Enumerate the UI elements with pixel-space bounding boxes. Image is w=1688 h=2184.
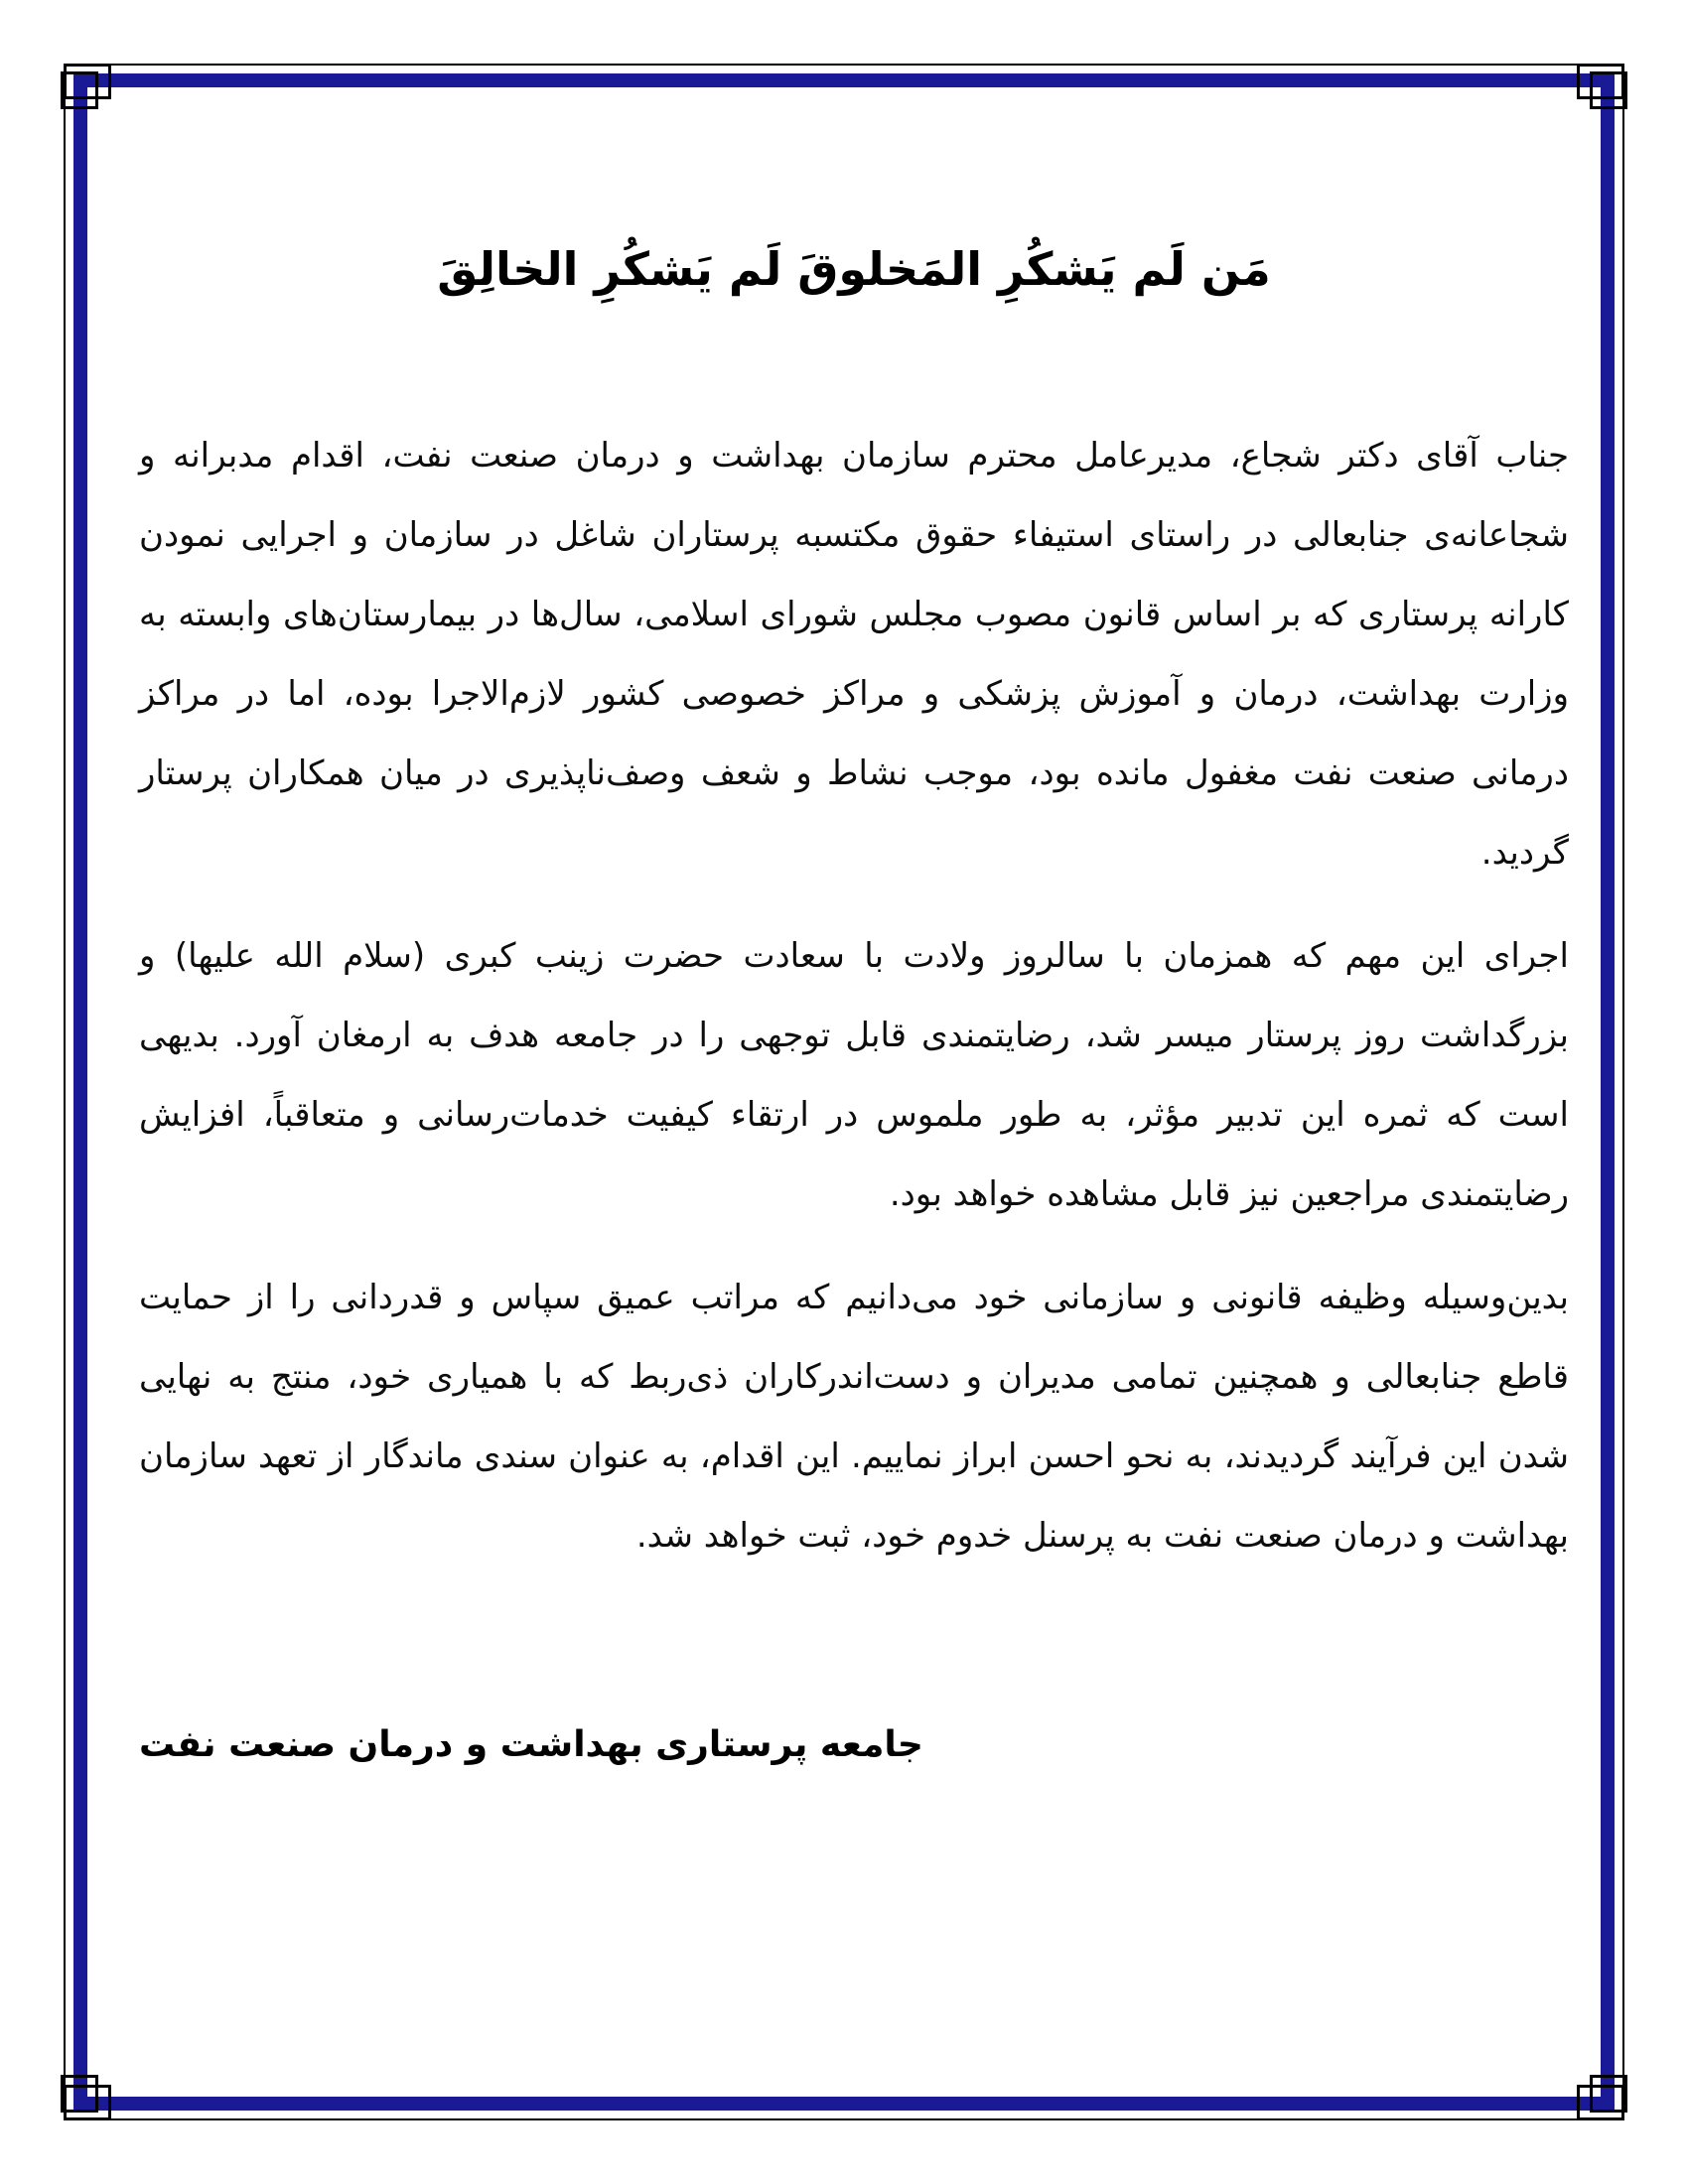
signature: جامعه پرستاری بهداشت و درمان صنعت نفت [139,1723,923,1765]
paragraph-1: جناب آقای دکتر شجاع، مدیرعامل محترم سازمان بهداشت و درمان صنعت نفت، اقدام مدبرانه و شجاعانه‌ی جنابعالی در راستای استیفاء حقوق مکتسبه پرستاران شاغل در سازمان و اجرایی نمودن کارانه پرستاری که بر اساس قانون مصوب مجلس شورای اسلامی، سال‌ها در بیمارستان‌های وابسته به وزارت بهداشت، درمان و آموزش پزشکی و مراکز خصوصی کشور لازم‌الاجرا بوده، اما در مراکز درمانی صنعت نفت مغفول مانده بود، موجب نشاط و شعف وصف‌ناپذیری در میان همکاران پرستار گردید. [139,435,1569,873]
letter-body [139,416,1569,1575]
corner-square-icon [61,2075,98,2113]
corner-square-icon [61,71,98,109]
corner-square-icon [1590,71,1627,109]
letter-content [139,94,1569,2090]
paragraph-3: بدین‌وسیله وظیفه قانونی و سازمانی خود می‌دانیم که مراتب عمیق سپاس و قدردانی را از حمایت قاطع جنابعالی و همچنین تمامی مدیران و دست‌اندرکاران ذی‌ربط که با همیاری خود، منتج به نهایی شدن این فرآیند گردیدند، به نحو احسن ابراز نماییم. این اقدام، به عنوان سندی ماندگار از تعهد سازمان بهداشت و درمان صنعت نفت به پرسنل خدوم خود، ثبت خواهد شد. [139,1277,1569,1556]
paragraph-2: اجرای این مهم که همزمان با سالروز ولادت با سعادت حضرت زینب کبری (سلام الله علیها) و بزرگداشت روز پرستار میسر شد، رضایتمندی قابل توجهی را در جامعه هدف به ارمغان آورد. بدیهی است که ثمره این تدبیر مؤثر، به طور ملموس در ارتقاء کیفیت خدمات‌رسانی و متعاقباً، افزایش رضایتمندی مراجعین نیز قابل مشاهده خواهد بود. [139,935,1569,1214]
letter-title: مَن لَم یَشکُرِ المَخلوقَ لَم یَشکُرِ الخالِقَ [437,242,1271,296]
corner-square-icon [1590,2075,1627,2113]
